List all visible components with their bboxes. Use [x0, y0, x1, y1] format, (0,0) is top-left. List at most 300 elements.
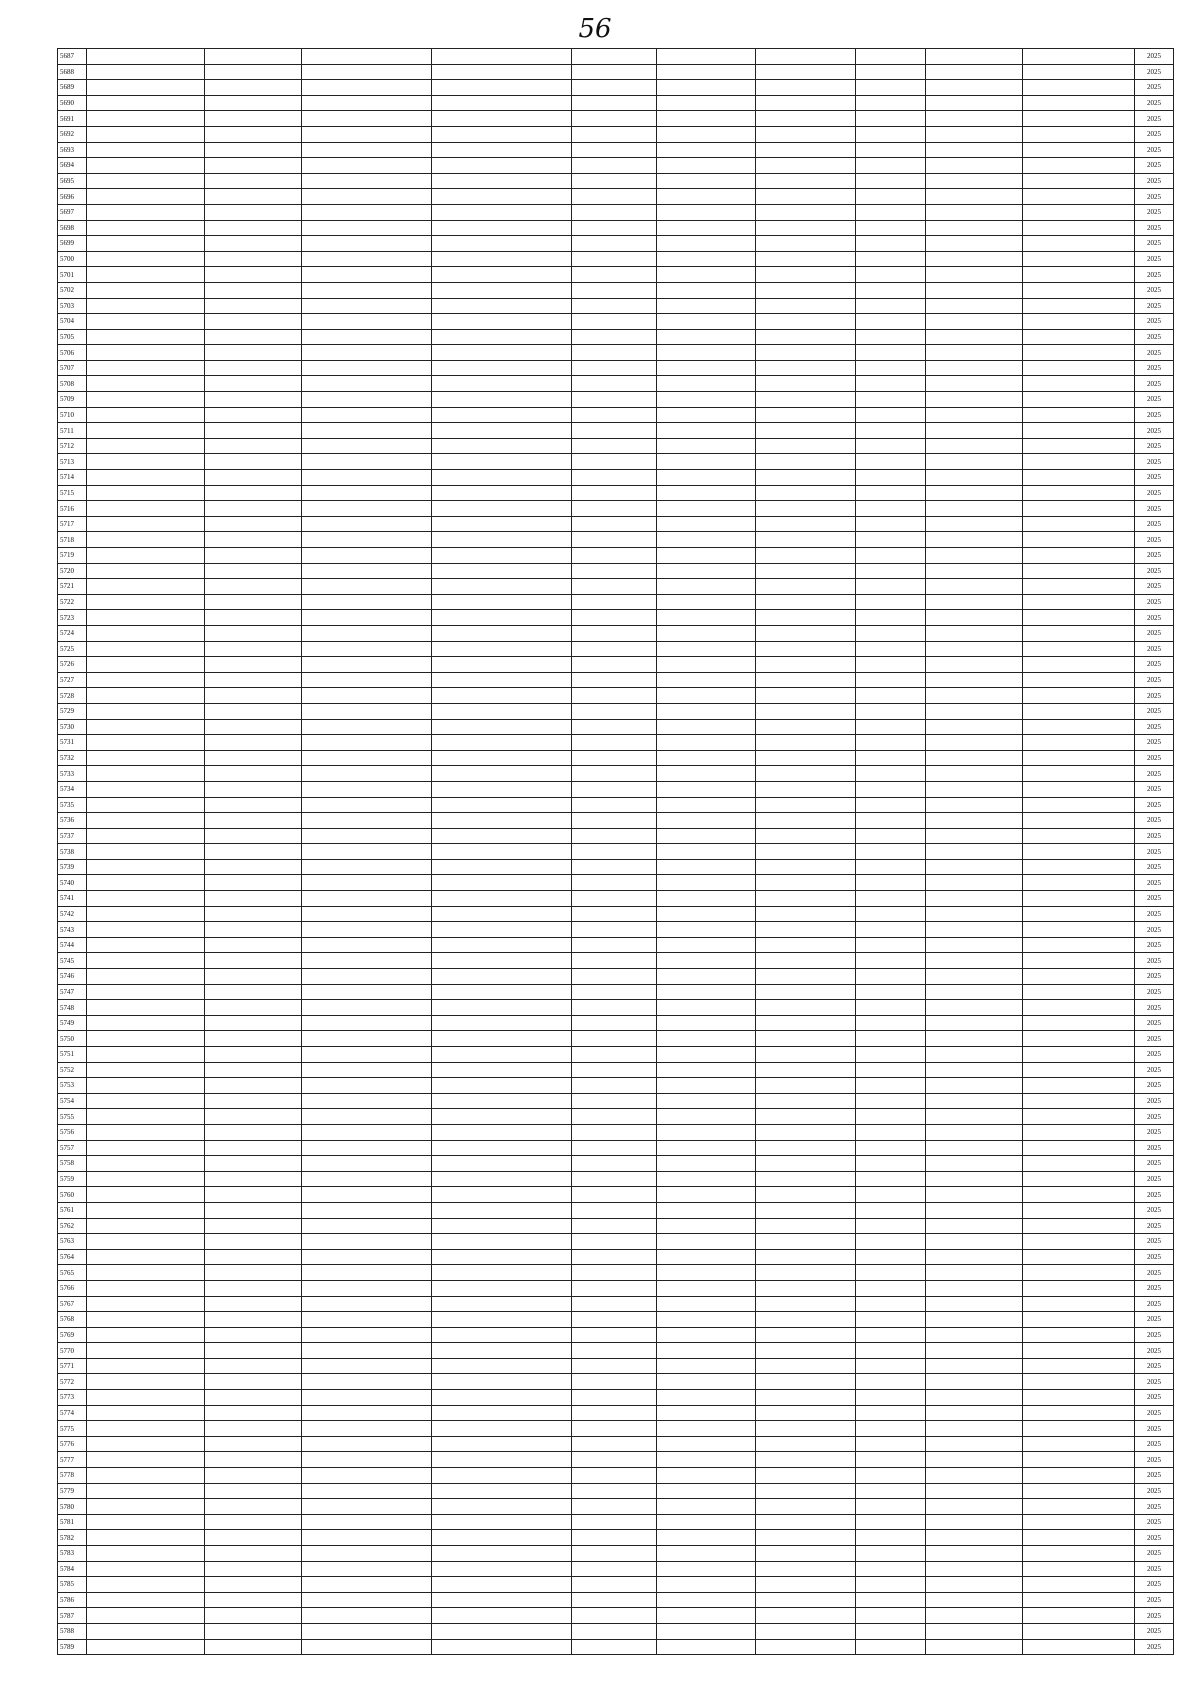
address-a-cell — [657, 641, 756, 657]
operator-cell — [432, 641, 572, 657]
count-b-cell — [926, 1202, 1023, 1218]
locality-cell — [205, 891, 302, 907]
year-cell: 2025 — [1135, 423, 1174, 439]
district-cell — [87, 1405, 205, 1421]
count-a-cell — [856, 1608, 926, 1624]
address-a-cell — [657, 1514, 756, 1530]
count-b-cell — [926, 360, 1023, 376]
operator-cell — [432, 1202, 572, 1218]
address-b-cell — [756, 1390, 856, 1406]
row-number-cell: 5708 — [58, 376, 87, 392]
table-row — [58, 1421, 1174, 1437]
count-a-cell — [856, 360, 926, 376]
address-b-cell — [756, 314, 856, 330]
works-type-cell — [302, 1156, 432, 1172]
table-row — [58, 1468, 1174, 1484]
locality-cell — [205, 1358, 302, 1374]
year-cell: 2025 — [1135, 1374, 1174, 1390]
works-type-cell — [302, 1577, 432, 1593]
count-a-cell — [856, 563, 926, 579]
address-a-cell — [657, 1561, 756, 1577]
cadastral-number-cell — [572, 142, 657, 158]
row-number-cell: 5773 — [58, 1390, 87, 1406]
cadastral-number-cell — [572, 1124, 657, 1140]
count-a-cell — [856, 797, 926, 813]
month-cell — [1023, 984, 1135, 1000]
count-a-cell — [856, 1031, 926, 1047]
count-a-cell — [856, 1078, 926, 1094]
operator-cell — [432, 937, 572, 953]
locality-cell — [205, 376, 302, 392]
count-a-cell — [856, 657, 926, 673]
address-a-cell — [657, 657, 756, 673]
year-cell: 2025 — [1135, 1546, 1174, 1562]
year-cell: 2025 — [1135, 797, 1174, 813]
month-cell — [1023, 625, 1135, 641]
count-b-cell — [926, 844, 1023, 860]
address-a-cell — [657, 1234, 756, 1250]
table-row — [58, 1296, 1174, 1312]
district-cell — [87, 579, 205, 595]
count-b-cell — [926, 579, 1023, 595]
row-number-cell: 5701 — [58, 267, 87, 283]
cadastral-number-cell — [572, 1312, 657, 1328]
year-cell: 2025 — [1135, 891, 1174, 907]
year-cell: 2025 — [1135, 204, 1174, 220]
month-cell — [1023, 360, 1135, 376]
address-a-cell — [657, 1062, 756, 1078]
cadastral-number-cell — [572, 407, 657, 423]
year-cell: 2025 — [1135, 516, 1174, 532]
district-cell — [87, 969, 205, 985]
cadastral-number-cell — [572, 969, 657, 985]
month-cell — [1023, 563, 1135, 579]
row-number-cell: 5729 — [58, 703, 87, 719]
address-a-cell — [657, 1218, 756, 1234]
works-type-cell — [302, 1000, 432, 1016]
year-cell: 2025 — [1135, 267, 1174, 283]
table-row — [58, 750, 1174, 766]
count-b-cell — [926, 1483, 1023, 1499]
district-cell — [87, 345, 205, 361]
year-cell: 2025 — [1135, 407, 1174, 423]
operator-cell — [432, 766, 572, 782]
works-type-cell — [302, 1514, 432, 1530]
count-a-cell — [856, 111, 926, 127]
locality-cell — [205, 1140, 302, 1156]
year-cell: 2025 — [1135, 236, 1174, 252]
locality-cell — [205, 1202, 302, 1218]
year-cell: 2025 — [1135, 969, 1174, 985]
count-a-cell — [856, 625, 926, 641]
works-type-cell — [302, 1546, 432, 1562]
locality-cell — [205, 688, 302, 704]
count-a-cell — [856, 672, 926, 688]
month-cell — [1023, 1608, 1135, 1624]
district-cell — [87, 1015, 205, 1031]
count-a-cell — [856, 1312, 926, 1328]
address-a-cell — [657, 1327, 756, 1343]
district-cell — [87, 1546, 205, 1562]
count-b-cell — [926, 376, 1023, 392]
works-type-cell — [302, 1499, 432, 1515]
district-cell — [87, 532, 205, 548]
works-type-cell — [302, 594, 432, 610]
address-a-cell — [657, 454, 756, 470]
district-cell — [87, 1452, 205, 1468]
address-b-cell — [756, 1109, 856, 1125]
locality-cell — [205, 329, 302, 345]
operator-cell — [432, 688, 572, 704]
address-a-cell — [657, 189, 756, 205]
address-a-cell — [657, 95, 756, 111]
address-b-cell — [756, 454, 856, 470]
count-b-cell — [926, 1062, 1023, 1078]
row-number-cell: 5780 — [58, 1499, 87, 1515]
table-row — [58, 625, 1174, 641]
row-number-cell: 5732 — [58, 750, 87, 766]
year-cell: 2025 — [1135, 579, 1174, 595]
row-number-cell: 5760 — [58, 1187, 87, 1203]
operator-cell — [432, 298, 572, 314]
address-a-cell — [657, 766, 756, 782]
row-number-cell: 5728 — [58, 688, 87, 704]
count-b-cell — [926, 797, 1023, 813]
district-cell — [87, 1156, 205, 1172]
works-type-cell — [302, 969, 432, 985]
operator-cell — [432, 1452, 572, 1468]
month-cell — [1023, 1280, 1135, 1296]
works-type-cell — [302, 875, 432, 891]
works-type-cell — [302, 470, 432, 486]
table-row — [58, 95, 1174, 111]
district-cell — [87, 501, 205, 517]
month-cell — [1023, 719, 1135, 735]
count-a-cell — [856, 1421, 926, 1437]
row-number-cell: 5751 — [58, 1047, 87, 1063]
operator-cell — [432, 485, 572, 501]
works-type-cell — [302, 1561, 432, 1577]
address-a-cell — [657, 610, 756, 626]
works-type-cell — [302, 251, 432, 267]
address-b-cell — [756, 844, 856, 860]
operator-cell — [432, 142, 572, 158]
table-row — [58, 454, 1174, 470]
operator-cell — [432, 672, 572, 688]
operator-cell — [432, 1577, 572, 1593]
locality-cell — [205, 1623, 302, 1639]
count-a-cell — [856, 1499, 926, 1515]
operator-cell — [432, 158, 572, 174]
cadastral-number-cell — [572, 781, 657, 797]
operator-cell — [432, 563, 572, 579]
works-type-cell — [302, 610, 432, 626]
address-a-cell — [657, 1140, 756, 1156]
address-a-cell — [657, 719, 756, 735]
month-cell — [1023, 548, 1135, 564]
address-a-cell — [657, 1608, 756, 1624]
count-b-cell — [926, 298, 1023, 314]
address-a-cell — [657, 532, 756, 548]
cadastral-number-cell — [572, 95, 657, 111]
locality-cell — [205, 922, 302, 938]
operator-cell — [432, 1639, 572, 1655]
month-cell — [1023, 875, 1135, 891]
operator-cell — [432, 1436, 572, 1452]
district-cell — [87, 937, 205, 953]
row-number-cell: 5731 — [58, 735, 87, 751]
works-type-cell — [302, 906, 432, 922]
address-b-cell — [756, 438, 856, 454]
count-b-cell — [926, 423, 1023, 439]
count-b-cell — [926, 407, 1023, 423]
district-cell — [87, 828, 205, 844]
table-row — [58, 1140, 1174, 1156]
cadastral-number-cell — [572, 641, 657, 657]
month-cell — [1023, 1171, 1135, 1187]
locality-cell — [205, 563, 302, 579]
operator-cell — [432, 360, 572, 376]
table-row — [58, 672, 1174, 688]
address-b-cell — [756, 797, 856, 813]
works-type-cell — [302, 672, 432, 688]
address-b-cell — [756, 220, 856, 236]
year-cell: 2025 — [1135, 1452, 1174, 1468]
cadastral-number-cell — [572, 1374, 657, 1390]
row-number-cell: 5702 — [58, 282, 87, 298]
locality-cell — [205, 392, 302, 408]
address-b-cell — [756, 532, 856, 548]
cadastral-number-cell — [572, 532, 657, 548]
operator-cell — [432, 1280, 572, 1296]
address-a-cell — [657, 1265, 756, 1281]
year-cell: 2025 — [1135, 1000, 1174, 1016]
locality-cell — [205, 1499, 302, 1515]
table-row — [58, 220, 1174, 236]
operator-cell — [432, 95, 572, 111]
operator-cell — [432, 579, 572, 595]
locality-cell — [205, 1577, 302, 1593]
locality-cell — [205, 1031, 302, 1047]
count-b-cell — [926, 204, 1023, 220]
count-b-cell — [926, 906, 1023, 922]
operator-cell — [432, 548, 572, 564]
table-row — [58, 906, 1174, 922]
row-number-cell: 5763 — [58, 1234, 87, 1250]
month-cell — [1023, 1327, 1135, 1343]
year-cell: 2025 — [1135, 922, 1174, 938]
district-cell — [87, 173, 205, 189]
year-cell: 2025 — [1135, 610, 1174, 626]
row-number-cell: 5777 — [58, 1452, 87, 1468]
count-a-cell — [856, 1358, 926, 1374]
address-a-cell — [657, 1358, 756, 1374]
cadastral-number-cell — [572, 875, 657, 891]
row-number-cell: 5741 — [58, 891, 87, 907]
operator-cell — [432, 1031, 572, 1047]
address-b-cell — [756, 189, 856, 205]
cadastral-number-cell — [572, 1546, 657, 1562]
year-cell: 2025 — [1135, 438, 1174, 454]
locality-cell — [205, 1514, 302, 1530]
month-cell — [1023, 1452, 1135, 1468]
district-cell — [87, 1312, 205, 1328]
count-b-cell — [926, 875, 1023, 891]
count-b-cell — [926, 142, 1023, 158]
month-cell — [1023, 173, 1135, 189]
address-b-cell — [756, 1483, 856, 1499]
works-type-cell — [302, 1468, 432, 1484]
operator-cell — [432, 454, 572, 470]
table-row — [58, 1514, 1174, 1530]
count-a-cell — [856, 548, 926, 564]
row-number-cell: 5762 — [58, 1218, 87, 1234]
operator-cell — [432, 875, 572, 891]
table-row — [58, 1062, 1174, 1078]
works-type-cell — [302, 1234, 432, 1250]
table-row — [58, 1405, 1174, 1421]
address-b-cell — [756, 1592, 856, 1608]
count-b-cell — [926, 1405, 1023, 1421]
table-row — [58, 1374, 1174, 1390]
works-type-cell — [302, 1623, 432, 1639]
address-b-cell — [756, 1031, 856, 1047]
count-b-cell — [926, 1078, 1023, 1094]
locality-cell — [205, 1265, 302, 1281]
count-b-cell — [926, 1031, 1023, 1047]
operator-cell — [432, 1405, 572, 1421]
table-row — [58, 142, 1174, 158]
district-cell — [87, 1468, 205, 1484]
count-a-cell — [856, 1577, 926, 1593]
district-cell — [87, 516, 205, 532]
count-b-cell — [926, 1171, 1023, 1187]
table-row — [58, 329, 1174, 345]
month-cell — [1023, 766, 1135, 782]
works-type-cell — [302, 1218, 432, 1234]
district-cell — [87, 142, 205, 158]
works-type-cell — [302, 1124, 432, 1140]
works-type-cell — [302, 236, 432, 252]
address-a-cell — [657, 1202, 756, 1218]
table-row — [58, 1390, 1174, 1406]
locality-cell — [205, 189, 302, 205]
locality-cell — [205, 360, 302, 376]
works-type-cell — [302, 95, 432, 111]
operator-cell — [432, 1156, 572, 1172]
table-row — [58, 1078, 1174, 1094]
address-b-cell — [756, 1234, 856, 1250]
operator-cell — [432, 126, 572, 142]
month-cell — [1023, 95, 1135, 111]
locality-cell — [205, 735, 302, 751]
cadastral-number-cell — [572, 1639, 657, 1655]
operator-cell — [432, 1421, 572, 1437]
locality-cell — [205, 875, 302, 891]
month-cell — [1023, 1499, 1135, 1515]
address-a-cell — [657, 1280, 756, 1296]
district-cell — [87, 1296, 205, 1312]
locality-cell — [205, 49, 302, 65]
address-a-cell — [657, 1109, 756, 1125]
month-cell — [1023, 937, 1135, 953]
year-cell: 2025 — [1135, 953, 1174, 969]
works-type-cell — [302, 781, 432, 797]
operator-cell — [432, 1078, 572, 1094]
address-a-cell — [657, 142, 756, 158]
district-cell — [87, 891, 205, 907]
district-cell — [87, 267, 205, 283]
row-number-cell: 5700 — [58, 251, 87, 267]
year-cell: 2025 — [1135, 1499, 1174, 1515]
cadastral-number-cell — [572, 1093, 657, 1109]
locality-cell — [205, 548, 302, 564]
address-a-cell — [657, 594, 756, 610]
row-number-cell: 5719 — [58, 548, 87, 564]
row-number-cell: 5776 — [58, 1436, 87, 1452]
count-b-cell — [926, 610, 1023, 626]
count-b-cell — [926, 1608, 1023, 1624]
operator-cell — [432, 501, 572, 517]
count-a-cell — [856, 1623, 926, 1639]
address-b-cell — [756, 1187, 856, 1203]
count-a-cell — [856, 1265, 926, 1281]
month-cell — [1023, 1093, 1135, 1109]
count-b-cell — [926, 828, 1023, 844]
works-type-cell — [302, 438, 432, 454]
address-a-cell — [657, 828, 756, 844]
cadastral-number-cell — [572, 220, 657, 236]
works-type-cell — [302, 1374, 432, 1390]
cadastral-number-cell — [572, 1031, 657, 1047]
locality-cell — [205, 142, 302, 158]
cadastral-number-cell — [572, 937, 657, 953]
operator-cell — [432, 251, 572, 267]
address-b-cell — [756, 750, 856, 766]
cadastral-number-cell — [572, 1218, 657, 1234]
month-cell — [1023, 1468, 1135, 1484]
locality-cell — [205, 64, 302, 80]
row-number-cell: 5748 — [58, 1000, 87, 1016]
count-a-cell — [856, 1592, 926, 1608]
row-number-cell: 5726 — [58, 657, 87, 673]
works-type-cell — [302, 220, 432, 236]
year-cell: 2025 — [1135, 189, 1174, 205]
district-cell — [87, 1000, 205, 1016]
address-a-cell — [657, 1093, 756, 1109]
operator-cell — [432, 1187, 572, 1203]
operator-cell — [432, 750, 572, 766]
address-a-cell — [657, 485, 756, 501]
district-cell — [87, 1374, 205, 1390]
address-b-cell — [756, 1327, 856, 1343]
operator-cell — [432, 1561, 572, 1577]
address-a-cell — [657, 922, 756, 938]
month-cell — [1023, 1436, 1135, 1452]
cadastral-number-cell — [572, 1499, 657, 1515]
address-b-cell — [756, 610, 856, 626]
row-number-cell: 5691 — [58, 111, 87, 127]
month-cell — [1023, 1546, 1135, 1562]
month-cell — [1023, 1312, 1135, 1328]
works-type-cell — [302, 298, 432, 314]
month-cell — [1023, 579, 1135, 595]
row-number-cell: 5742 — [58, 906, 87, 922]
count-b-cell — [926, 969, 1023, 985]
count-a-cell — [856, 80, 926, 96]
operator-cell — [432, 267, 572, 283]
works-type-cell — [302, 1296, 432, 1312]
